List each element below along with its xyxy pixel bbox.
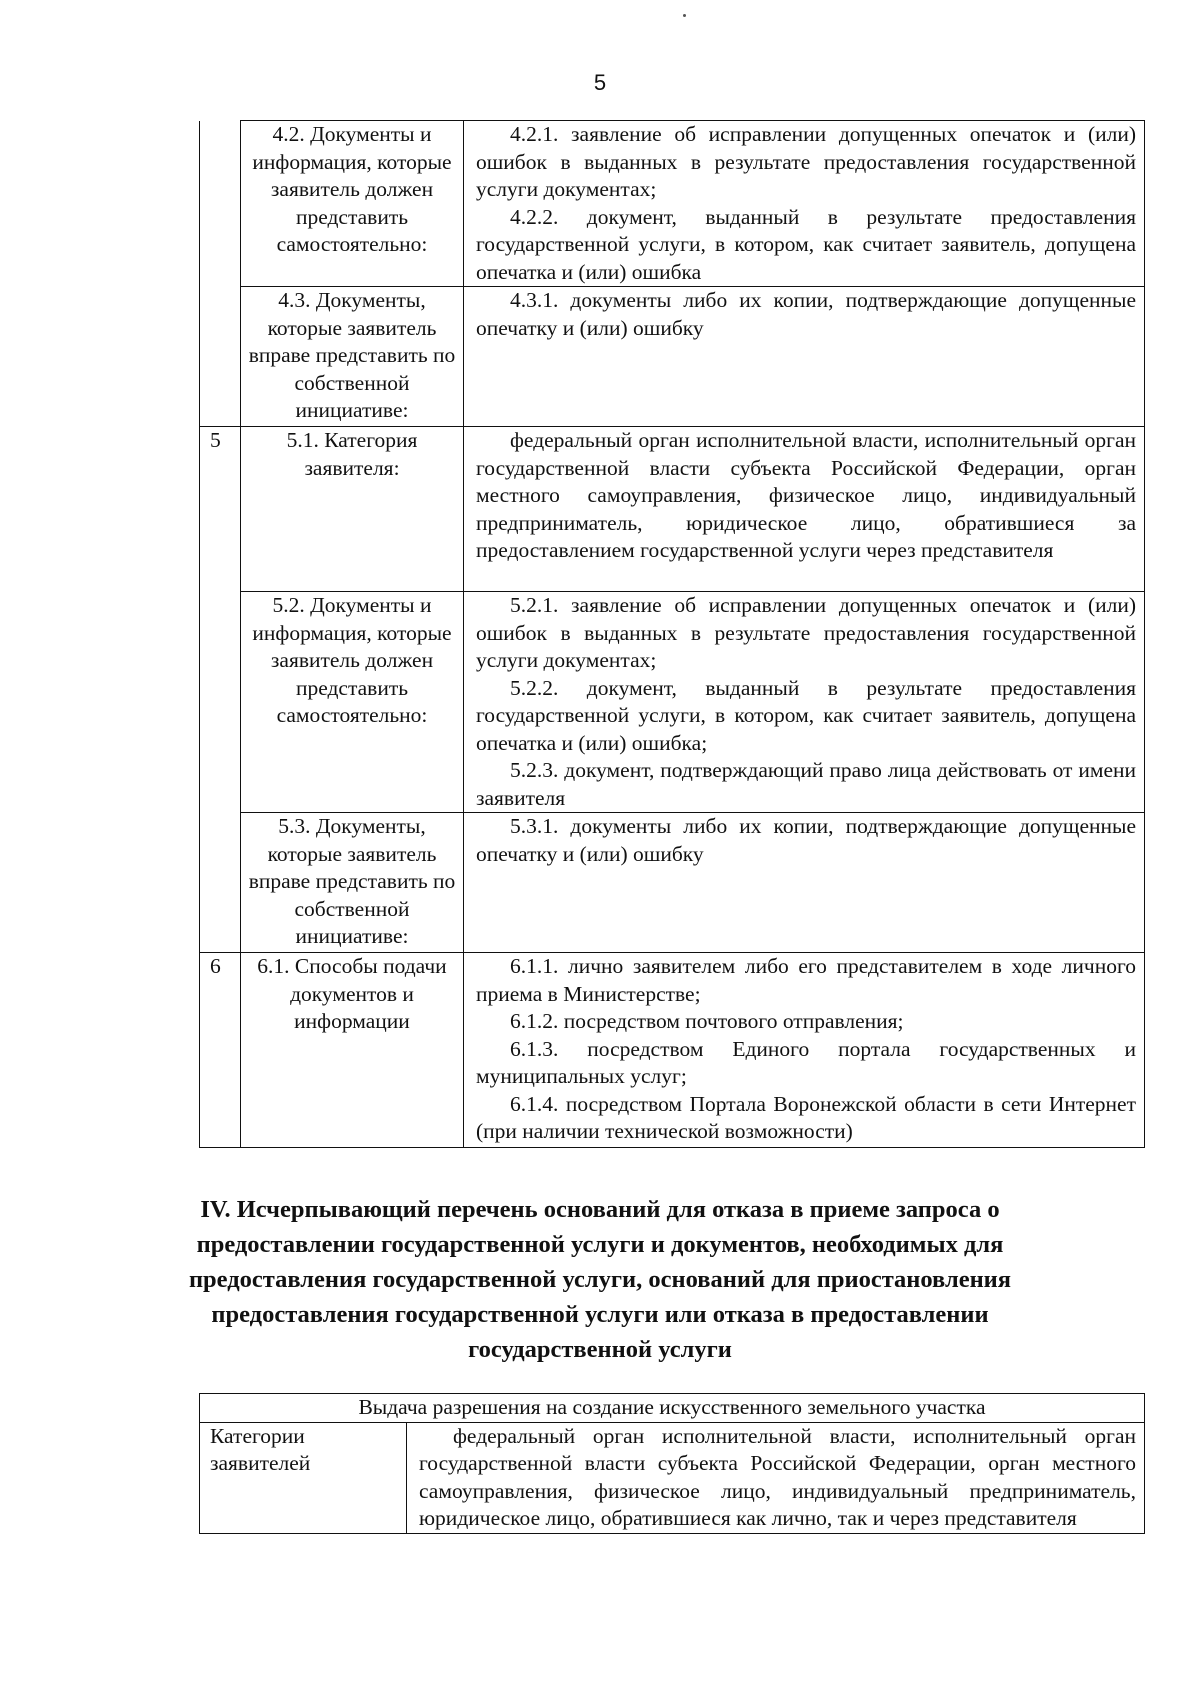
list-item: 6.1.2. посредством почтового отправления; bbox=[510, 1009, 904, 1033]
row-label: 4.2. Документы и информация, которые заявитель должен представить самостоятельно: bbox=[241, 121, 464, 287]
page-number: 5 bbox=[593, 70, 607, 95]
row-number bbox=[200, 813, 241, 953]
table-header-row bbox=[200, 1394, 1145, 1423]
table-row bbox=[200, 813, 1145, 953]
list-item: 5.2.1. заявление об исправлении допущенных опечаток и (или) ошибок в выданных в результате предоставления государственной услуги документах; bbox=[476, 593, 1136, 672]
row-content bbox=[464, 813, 1145, 953]
list-item: 6.1.4. посредством Портала Воронежской области в сети Интернет (при наличии технической возможности) bbox=[476, 1091, 1136, 1143]
row-label: 5.2. Документы и информация, которые заявитель должен представить самостоятельно: bbox=[241, 592, 464, 813]
table-header: Выдача разрешения на создание искусственного земельного участка bbox=[200, 1394, 1145, 1423]
category-text bbox=[407, 1422, 1145, 1533]
services-table bbox=[199, 120, 1145, 1148]
row-number: 5 bbox=[200, 427, 241, 592]
row-content bbox=[464, 121, 1145, 287]
row-number bbox=[200, 287, 241, 427]
row-label: 5.1. Категория заявителя: bbox=[241, 427, 464, 592]
table-row bbox=[200, 427, 1145, 592]
list-item: федеральный орган исполнительной власти, исполнительный орган государственной власти субъекта Российской Федерации, орган местного самоуправления, физическое лицо, индивидуальный предприниматель, юридическое лицо, обратившиеся за предоставлением государственной услуги через представителя bbox=[476, 428, 1136, 562]
scan-speck bbox=[683, 14, 686, 17]
list-item: 4.2.2. документ, выданный в результате предоставления государственной услуги, в котором, как считает заявитель, допущена опечатка и (или) ошибка bbox=[476, 204, 1136, 284]
row-number: 6 bbox=[200, 953, 241, 1148]
row-number bbox=[200, 592, 241, 813]
category-description: федеральный орган исполнительной власти, исполнительный орган государственной власти субъекта Российской Федерации, орган местного самоуправления, физическое лицо, индивидуальный предприниматель, юридическое лицо, обратившиеся как лично, так и через представителя bbox=[419, 1423, 1136, 1530]
list-item: 4.2.1. заявление об исправлении допущенных опечаток и (или) ошибок в выданных в результате предоставления государственной услуги документах; bbox=[476, 122, 1136, 201]
row-label: 5.3. Документы, которые заявитель вправе представить по собственной инициативе: bbox=[241, 813, 464, 953]
table-row bbox=[200, 1422, 1145, 1533]
table-row bbox=[200, 287, 1145, 427]
row-content bbox=[464, 427, 1145, 592]
row-number bbox=[200, 121, 241, 287]
table-row bbox=[200, 592, 1145, 813]
row-content bbox=[464, 953, 1145, 1148]
list-item: 6.1.3. посредством Единого портала государственных и муниципальных услуг; bbox=[476, 1036, 1136, 1088]
list-item: 4.3.1. документы либо их копии, подтверждающие допущенные опечатку и (или) ошибку bbox=[476, 288, 1136, 340]
section-heading: IV. Исчерпывающий перечень оснований для отказа в приеме запроса о предоставлении государственной услуги и документов, необходимых для предоставления государственной услуги, оснований для приостановления предоставления государственной услуги или отказа в предоставлении государственной услуги bbox=[188, 1196, 1012, 1363]
list-item: 5.2.2. документ, выданный в результате предоставления государственной услуги, в котором, как считает заявитель, допущена опечатка и (или) ошибка; bbox=[476, 675, 1136, 755]
table-row bbox=[200, 953, 1145, 1148]
category-label: Категории заявителей bbox=[200, 1422, 407, 1533]
row-label: 6.1. Способы подачи документов и информации bbox=[241, 953, 464, 1148]
list-item: 5.3.1. документы либо их копии, подтверждающие допущенные опечатку и (или) ошибку bbox=[476, 814, 1136, 866]
list-item: 6.1.1. лично заявителем либо его представителем в ходе личного приема в Министерстве; bbox=[476, 954, 1136, 1006]
row-content bbox=[464, 592, 1145, 813]
row-label: 4.3. Документы, которые заявитель вправе представить по собственной инициативе: bbox=[241, 287, 464, 427]
table-row bbox=[200, 121, 1145, 287]
row-content bbox=[464, 287, 1145, 427]
grounds-table bbox=[199, 1393, 1145, 1534]
list-item: 5.2.3. документ, подтверждающий право лица действовать от имени заявителя bbox=[476, 758, 1136, 810]
